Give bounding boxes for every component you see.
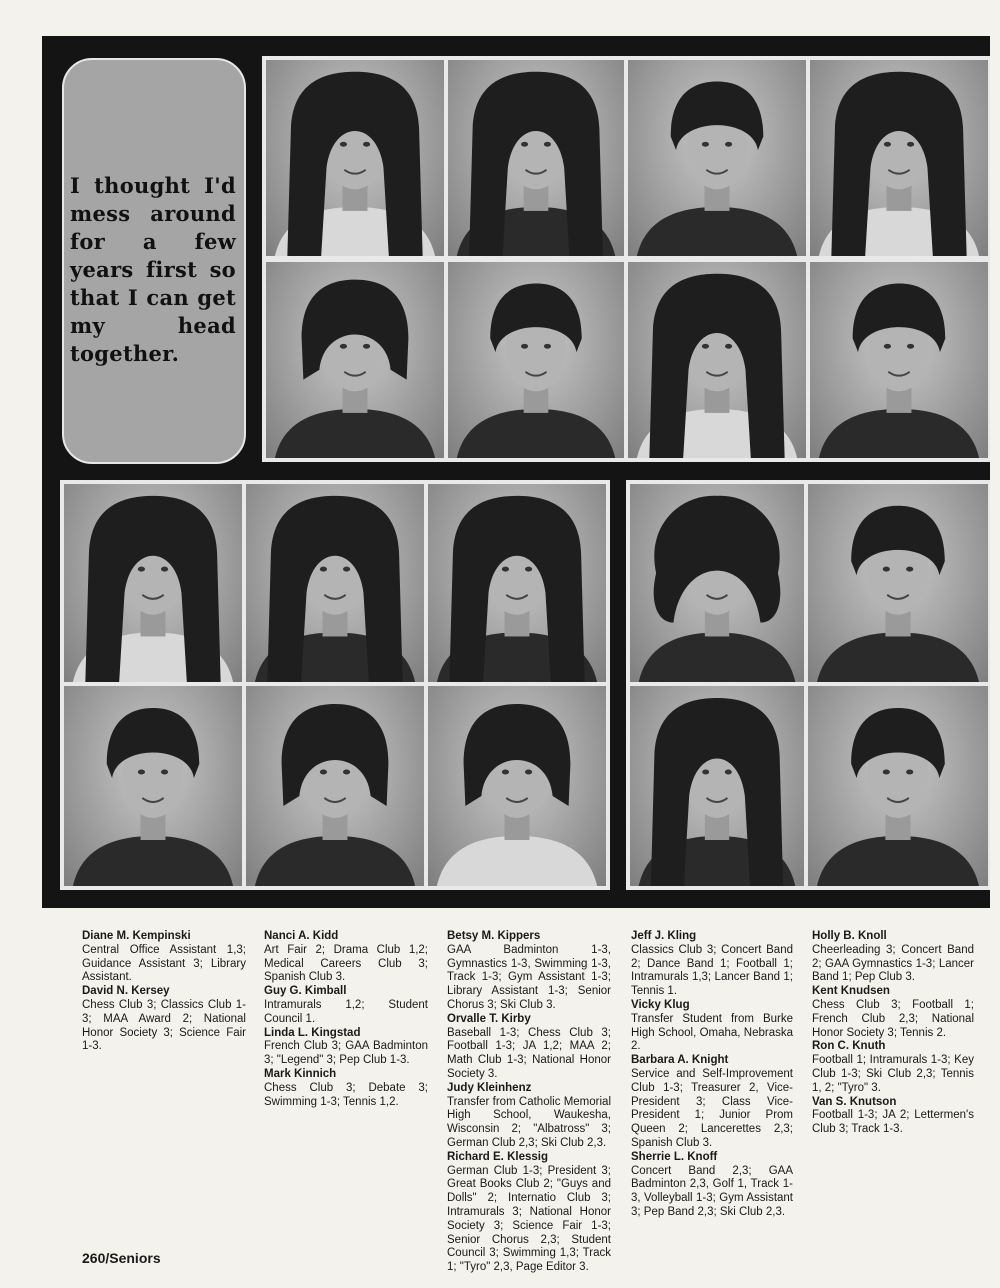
- student-activities: Football 1; Intramurals 1-3; Key Club 1-3; Ski Club 2,3; Tennis 1, 2; "Tyro" 3.: [812, 1054, 974, 1094]
- student-activities: Central Office Assistant 1,3; Guidance Assistant 3; Library Assistant.: [82, 943, 246, 984]
- student-activities: Transfer Student from Burke High School, Omaha, Nebraska 2.: [631, 1012, 793, 1053]
- caption-entry: [812, 1040, 974, 1095]
- eye-shape: [363, 344, 370, 349]
- portrait-r2-c1: [266, 262, 444, 458]
- eye-shape: [343, 567, 350, 572]
- student-name: Mark Kinnich: [264, 1067, 337, 1080]
- eye-shape: [544, 142, 551, 147]
- eye-shape: [525, 770, 532, 775]
- caption-entry: [82, 930, 246, 985]
- student-name: Betsy M. Kippers: [447, 930, 541, 942]
- student-activities: Chess Club 3; Classics Club 1-3; MAA Award 2; National Honor Society 3; Science Fair 1-3.: [82, 998, 246, 1053]
- portrait-r1-c4: [810, 60, 988, 256]
- student-activities: GAA Badminton 1-3, Gymnastics 1-3, Swimming 1-3, Track 1-3; Gym Assistant 1-3; Library Assistant 1-3; Senior Chorus 3; Ski Club 3.: [447, 943, 611, 1011]
- clothing-shape: [819, 409, 979, 458]
- eye-shape: [363, 142, 370, 147]
- caption-entry: [447, 1151, 611, 1275]
- caption-entry: [631, 930, 793, 999]
- caption-entry: [447, 1013, 611, 1082]
- eye-shape: [883, 770, 890, 775]
- student-activities: Concert Band 2,3; GAA Badminton 2,3, Golf 1, Track 1-3, Volleyball 1-3; Gym Assistant 3; Pep Band 2,3; Ski Club 2,3.: [631, 1164, 793, 1218]
- eye-shape: [702, 770, 709, 775]
- student-name: Nanci A. Kidd: [264, 930, 339, 942]
- clothing-shape: [457, 409, 615, 458]
- student-activities: Baseball 1-3; Chess Club 3; Football 1-3; JA 1,2; MAA 2; Math Club 1-3; National Honor Society 3.: [447, 1026, 611, 1080]
- eye-shape: [343, 770, 350, 775]
- clothing-shape: [637, 207, 797, 256]
- eye-shape: [907, 142, 914, 147]
- portrait-r1-c2: [448, 60, 624, 256]
- student-name: Holly B. Knoll: [812, 930, 887, 942]
- caption-entry: [812, 930, 974, 985]
- eye-shape: [544, 344, 551, 349]
- portrait-r4-c3: [428, 686, 606, 886]
- clothing-shape: [73, 836, 233, 886]
- eye-shape: [340, 344, 347, 349]
- portrait-r1-c3: [628, 60, 806, 256]
- caption-entry: [447, 1082, 611, 1151]
- student-name: Judy Kleinhenz: [447, 1081, 532, 1094]
- eye-shape: [906, 770, 913, 775]
- clothing-shape: [817, 836, 979, 886]
- student-activities: Cheerleading 3; Concert Band 2; GAA Gymnastics 1-3; Lancer Band 1; Pep Club 3.: [812, 943, 974, 984]
- student-name: Kent Knudsen: [812, 985, 890, 998]
- eye-shape: [340, 142, 347, 147]
- eye-shape: [161, 770, 168, 775]
- student-activities: Transfer from Catholic Memorial High School, Waukesha, Wisconsin 2; "Albatross" 3; German Club 2,3; Ski Club 2,3.: [447, 1095, 611, 1149]
- portrait-r4-c4: [630, 686, 804, 886]
- student-activities: French Club 3; GAA Badminton 3; "Legend" 3; Pep Club 1-3.: [264, 1040, 428, 1067]
- portrait-r4-c5: [808, 686, 988, 886]
- page-folio: 260/Seniors: [82, 1250, 161, 1266]
- caption-column-1: [82, 930, 246, 1054]
- portrait-r2-c2: [448, 262, 624, 458]
- portrait-r4-c2: [246, 686, 424, 886]
- eye-shape: [525, 567, 532, 572]
- portrait-r2-c4: [810, 262, 988, 458]
- student-activities: Chess Club 3; Debate 3; Swimming 1-3; Tennis 1,2.: [264, 1081, 428, 1108]
- caption-entry: [447, 930, 611, 1013]
- portrait-r2-c3: [628, 262, 806, 458]
- student-activities: Football 1-3; JA 2; Lettermen's Club 3; Track 1-3.: [812, 1109, 974, 1136]
- caption-entry: [264, 930, 428, 985]
- student-name: Van S. Knutson: [812, 1095, 897, 1108]
- student-name: Guy G. Kimball: [264, 985, 347, 998]
- student-name: Ron C. Knuth: [812, 1040, 886, 1053]
- eye-shape: [521, 344, 528, 349]
- portrait-r4-c1: [64, 686, 242, 886]
- clothing-shape: [437, 836, 597, 886]
- eye-shape: [725, 770, 732, 775]
- student-activities: Art Fair 2; Drama Club 1,2; Medical Careers Club 3; Spanish Club 3.: [264, 943, 428, 984]
- caption-column-5: [812, 930, 974, 1137]
- portrait-r3-c4: [630, 484, 804, 682]
- portrait-r3-c1: [64, 484, 242, 682]
- eye-shape: [884, 142, 891, 147]
- student-name: Richard E. Klessig: [447, 1150, 548, 1163]
- caption-entry: [631, 999, 793, 1054]
- student-activities: German Club 1-3; President 3; Great Books Club 2; "Guys and Dolls" 2; Internatio Club 3; Intramurals 3; National Honor Society 3; Science Fair 1-3; Senior Chorus 2,3; Student Council 3; Swimming 1,3; Track 1; "Tyro" 2,3, Page Editor 3.: [447, 1164, 611, 1274]
- portrait-r3-c2: [246, 484, 424, 682]
- eye-shape: [502, 567, 509, 572]
- caption-entry: [631, 1054, 793, 1151]
- caption-entry: [82, 985, 246, 1054]
- caption-entry: [264, 1027, 428, 1068]
- caption-column-3: [447, 930, 611, 1275]
- eye-shape: [320, 770, 327, 775]
- caption-column-4: [631, 930, 793, 1220]
- eye-shape: [521, 142, 528, 147]
- student-activities: Service and Self-Improvement Club 1-3; Treasurer 2, Vice-President 3; Class Vice-President 1; Junior Prom Queen 2; Lancerettes 2,3; Spanish Club 3.: [631, 1067, 793, 1149]
- eye-shape: [906, 567, 913, 572]
- quote-text: I thought I'd mess around for a few years first so that I can get my head together.: [70, 173, 236, 366]
- eye-shape: [138, 770, 145, 775]
- student-name: Barbara A. Knight: [631, 1054, 729, 1067]
- portrait-r3-c5: [808, 484, 988, 682]
- eye-shape: [502, 770, 509, 775]
- eye-shape: [725, 142, 732, 147]
- eye-shape: [320, 567, 327, 572]
- eye-shape: [138, 567, 145, 572]
- caption-column-2: [264, 930, 428, 1109]
- portrait-r1-c1: [266, 60, 444, 256]
- eye-shape: [161, 567, 168, 572]
- clothing-shape: [275, 409, 435, 458]
- student-name: Diane M. Kempinski: [82, 930, 191, 942]
- student-name: Vicky Klug: [631, 998, 690, 1011]
- student-name: Sherrie L. Knoff: [631, 1150, 718, 1163]
- student-activities: Classics Club 3; Concert Band 2; Dance Band 1; Football 1; Intramurals 1,3; Lancer Band 1; Tennis 1.: [631, 943, 793, 998]
- eye-shape: [883, 567, 890, 572]
- eye-shape: [702, 344, 709, 349]
- student-name: Linda L. Kingstad: [264, 1026, 361, 1039]
- clothing-shape: [817, 633, 979, 683]
- caption-entry: [812, 985, 974, 1040]
- student-name: Jeff J. Kling: [631, 930, 697, 942]
- student-name: Orvalle T. Kirby: [447, 1012, 531, 1025]
- clothing-shape: [639, 633, 796, 683]
- eye-shape: [907, 344, 914, 349]
- eye-shape: [725, 344, 732, 349]
- portrait-r3-c3: [428, 484, 606, 682]
- caption-entry: [812, 1096, 974, 1137]
- eye-shape: [702, 142, 709, 147]
- student-activities: Chess Club 3; Football 1; French Club 2,3; National Honor Society 3; Tennis 2.: [812, 998, 974, 1039]
- clothing-shape: [255, 836, 415, 886]
- caption-entry: [631, 1151, 793, 1220]
- eye-shape: [884, 344, 891, 349]
- student-activities: Intramurals 1,2; Student Council 1.: [264, 998, 428, 1025]
- caption-entry: [264, 985, 428, 1026]
- caption-entry: [264, 1068, 428, 1109]
- student-name: David N. Kersey: [82, 985, 170, 998]
